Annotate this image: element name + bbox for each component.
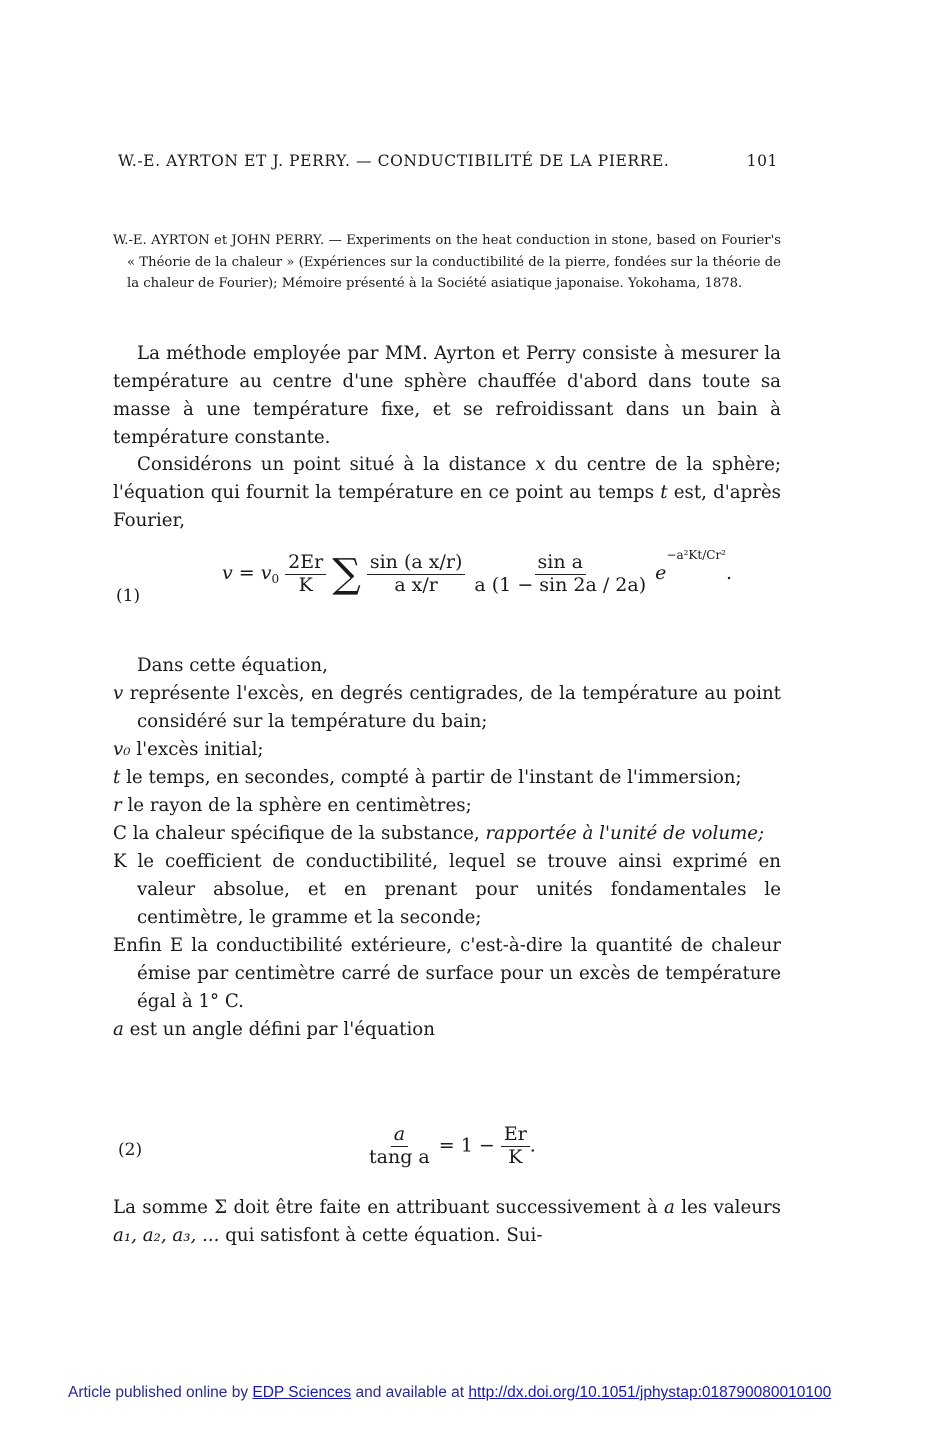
paragraph-method: [113, 340, 781, 452]
p4-text-a: La somme Σ doit être faite en attribuant successivement à: [113, 1197, 665, 1218]
definition-a: [113, 1016, 781, 1044]
definition-text: la chaleur spécifique de la substance,: [126, 823, 486, 844]
p4-values: a₁, a₂, a₃, ...: [113, 1225, 220, 1246]
definition-symbol: t: [113, 767, 121, 788]
doi-link[interactable]: http://dx.doi.org/10.1051/jphystap:018790080010100: [468, 1384, 832, 1401]
summation-symbol: ∑: [332, 551, 361, 597]
definition-k: [113, 848, 781, 932]
equation-1-number: (1): [116, 586, 141, 606]
paragraph-considerons: [113, 451, 781, 535]
definition-v0: [113, 736, 781, 764]
definition-symbol: r: [113, 795, 122, 816]
definition-r: [113, 792, 781, 820]
definition-t: [113, 764, 781, 792]
header-title: W.-E. AYRTON ET J. PERRY. — CONDUCTIBILITÉ DE LA PIERRE.: [118, 152, 670, 170]
p2-text-a: Considérons un point situé à la distance: [137, 454, 536, 475]
p2-text-c: est, d'après Fourier,: [113, 482, 781, 531]
definition-c: [113, 820, 781, 848]
p4-text-c: les valeurs: [674, 1197, 781, 1218]
p4-text-e: qui satisfont à cette équation. Sui-: [219, 1225, 543, 1246]
eq1-lhs-sub: 0: [271, 572, 280, 586]
p2-t-symbol: t: [660, 482, 668, 503]
equation-1: [222, 548, 732, 596]
definition-symbol: v: [113, 683, 124, 704]
definition-v: [113, 680, 781, 736]
definition-text: le rayon de la sphère en centimètres;: [121, 795, 472, 816]
eq2-f1-den: tang a: [369, 1145, 430, 1168]
eq1-exponent: −a²Kt/Cr²: [666, 548, 726, 562]
eq2-f1-num: a: [391, 1124, 408, 1147]
eq2-fraction-2: [501, 1124, 530, 1169]
definition-symbol: v₀: [113, 739, 131, 760]
eq2-f2-num: Er: [501, 1124, 530, 1147]
definitions-list: [113, 680, 781, 1044]
eq1-exp-base: e: [655, 562, 667, 584]
eq1-lhs: v = v: [222, 562, 272, 584]
page-number: 101: [746, 152, 778, 170]
bibliographic-reference: [113, 230, 781, 295]
eq1-f1-num: sin (a x/r): [367, 552, 466, 575]
edp-sciences-link[interactable]: EDP Sciences: [252, 1384, 352, 1401]
eq2-middle: = 1 −: [432, 1134, 501, 1157]
definition-e: [113, 932, 781, 1016]
eq1-f1-den: a x/r: [394, 573, 438, 596]
eq1-f2-den: a (1 − sin 2a / 2a): [474, 573, 647, 596]
p2-text-b: du centre de la sphère; l'équation qui fournit la température en ce point au temps: [113, 454, 782, 503]
footer-prefix: Article published online by: [68, 1384, 253, 1401]
definition-symbol: Enfin E: [113, 935, 184, 956]
footer-middle: and available at: [351, 1384, 469, 1401]
paragraph-somme: [113, 1194, 781, 1250]
eq1-coef-num: 2Er: [285, 552, 326, 575]
publication-footer: [68, 1384, 868, 1402]
definition-symbol: K: [113, 851, 127, 872]
definition-symbol: a: [113, 1019, 124, 1040]
eq2-fraction-1: [366, 1124, 433, 1169]
definition-text: représente l'excès, en degrés centigrades, de la température au point considéré sur la température du bain;: [123, 683, 781, 732]
p4-a-symbol: a: [664, 1197, 675, 1218]
definition-text: la conductibilité extérieure, c'est-à-dire la quantité de chaleur émise par centimètre carré de surface pour un excès de température égal à 1° C.: [137, 935, 781, 1012]
eq1-fraction-2: [471, 552, 649, 597]
eq2-f2-den: K: [508, 1145, 523, 1168]
running-header: [118, 152, 778, 170]
eq1-coefficient: [285, 552, 326, 597]
definition-text: l'excès initial;: [130, 739, 264, 760]
definition-text: le temps, en secondes, compté à partir de l'instant de l'immersion;: [120, 767, 742, 788]
eq1-end: .: [725, 562, 733, 584]
eq1-coef-den: K: [298, 573, 313, 596]
eq2-end: .: [529, 1134, 536, 1157]
definition-text: est un angle défini par l'équation: [123, 1019, 435, 1040]
p2-x-symbol: x: [535, 454, 546, 475]
reference-text: W.-E. AYRTON et JOHN PERRY. — Experiments on the heat conduction in stone, based on Fourier's « Théorie de la chaleur » (Expériences sur la conductibilité de la pierre, fondées sur la théorie de la chaleur de Fourier); Mémoire présenté à la Société asiatique japonaise. Yokohama, 1878.: [113, 233, 781, 291]
eq1-fraction-1: [367, 552, 466, 597]
equation-2: [366, 1124, 536, 1169]
eq1-f2-num: sin a: [535, 552, 586, 575]
definition-text: le coefficient de conductibilité, lequel se trouve ainsi exprimé en valeur absolue, et en prenant pour unités fondamentales le centimètre, le gramme et la seconde;: [126, 851, 781, 928]
definition-italic-text: rapportée à l'unité de volume;: [485, 823, 765, 844]
paragraph-dans-cette-equation: Dans cette équation,: [137, 655, 328, 676]
paragraph-method-text: La méthode employée par MM. Ayrton et Perry consiste à mesurer la température au centre d'une sphère chauffée d'abord dans toute sa masse à une température fixe, et se refroidissant dans un bain à température constante.: [113, 343, 781, 448]
equation-2-number: (2): [118, 1140, 143, 1160]
definition-symbol: C: [113, 823, 127, 844]
